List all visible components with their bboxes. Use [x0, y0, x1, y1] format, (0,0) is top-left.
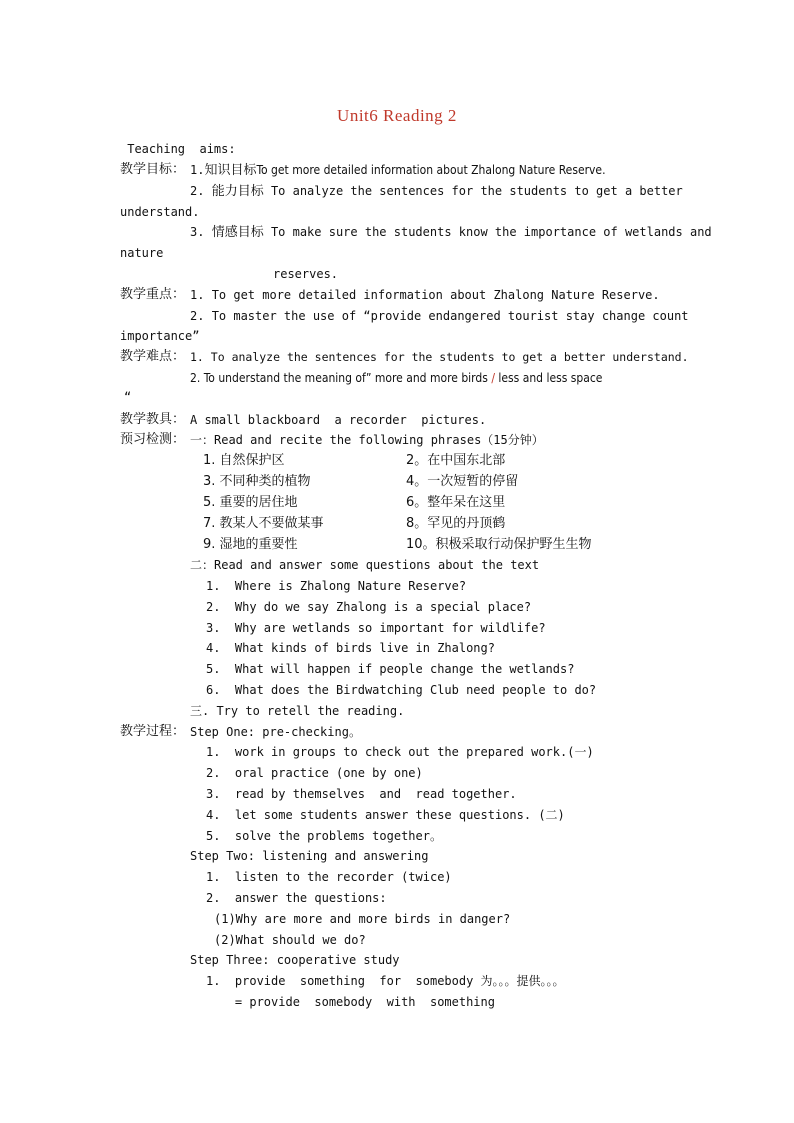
- objective-3: 3. 情感目标 To make sure the students know the importance of wetlands and: [190, 225, 712, 240]
- key-points-label: 教学重点：: [120, 287, 186, 302]
- question-item: 5. What will happen if people change the wetlands?: [206, 662, 575, 676]
- objectives-label: 教学目标：: [120, 162, 186, 177]
- preview-part1-heading: 一：Read and recite the following phrases（15分钟）: [190, 433, 544, 447]
- objective-3-cont: nature: [120, 246, 164, 260]
- question-item: 2. Why do we say Zhalong is a special place?: [206, 600, 532, 614]
- step-two-item: 2. answer the questions:: [206, 891, 387, 905]
- difficulty-2-cont: “: [124, 390, 132, 404]
- question-item: 6. What does the Birdwatching Club need people to do?: [206, 683, 597, 697]
- objective-3-cont2: reserves.: [273, 267, 339, 281]
- phrase-row: 7. 教某人不要做某事 8。罕见的丹顶鹤: [203, 516, 506, 531]
- step-two-subitem: (1)Why are more and more birds in danger?: [214, 912, 511, 926]
- difficulty-2: 2. To understand the meaning of” more and more birds / less and less space: [190, 371, 603, 385]
- phrase-row: 1. 自然保护区 2。在中国东北部: [203, 453, 506, 468]
- preview-label: 预习检测：: [120, 432, 186, 447]
- step-two-subitem: (2)What should we do?: [214, 933, 366, 947]
- step-one-item: 5. solve the problems together。: [206, 829, 442, 843]
- phrase-list: [203, 450, 623, 555]
- tools-label: 教学教具：: [120, 412, 186, 427]
- objective-1: 1.知识目标To get more detailed information about Zhalong Nature Reserve.: [190, 163, 606, 178]
- question-item: 4. What kinds of birds live in Zhalong?: [206, 641, 495, 655]
- phrase-row: 3. 不同种类的植物 4。一次短暂的停留: [203, 474, 519, 489]
- phrase-row: 9. 湿地的重要性 10。积极采取行动保护野生生物: [203, 537, 592, 552]
- question-item: 3. Why are wetlands so important for wildlife?: [206, 621, 546, 635]
- step-two-heading: Step Two: listening and answering: [190, 849, 429, 863]
- difficulty-1: 1. To analyze the sentences for the students to get a better understand.: [190, 350, 689, 364]
- difficulties-label: 教学难点：: [120, 349, 186, 364]
- question-item: 1. Where is Zhalong Nature Reserve?: [206, 579, 467, 593]
- teaching-aims-heading: Teaching aims:: [120, 142, 236, 156]
- objective-2-cont: understand.: [120, 205, 200, 219]
- step-one-item: 1. work in groups to check out the prepared work.(一): [206, 745, 594, 759]
- key-point-2: 2. To master the use of “provide endangered tourist stay change count: [190, 309, 689, 323]
- process-label: 教学过程：: [120, 724, 186, 739]
- step-one-heading: Step One: pre-checking。: [190, 725, 361, 739]
- preview-part3-heading: 三. Try to retell the reading.: [190, 704, 405, 718]
- tools-text: A small blackboard a recorder pictures.: [190, 413, 487, 427]
- step-three-heading: Step Three: cooperative study: [190, 953, 400, 967]
- step-one-item: 3. read by themselves and read together.: [206, 787, 517, 801]
- key-point-1: 1. To get more detailed information about Zhalong Nature Reserve.: [190, 288, 660, 302]
- step-one-item: 4. let some students answer these questions. (二): [206, 808, 565, 822]
- step-two-item: 1. listen to the recorder (twice): [206, 870, 452, 884]
- step-one-item: 2. oral practice (one by one): [206, 766, 423, 780]
- step-three-item: = provide somebody with something: [206, 995, 495, 1009]
- page-title: Unit6 Reading 2: [337, 106, 457, 125]
- preview-part2-heading: 二：Read and answer some questions about the text: [190, 558, 540, 572]
- phrase-row: 5. 重要的居住地 6。整年呆在这里: [203, 495, 506, 510]
- key-point-2-cont: importance”: [120, 329, 200, 343]
- step-three-item: 1. provide something for somebody 为。。。提供。。。: [206, 974, 565, 988]
- objective-2: 2. 能力目标 To analyze the sentences for the students to get a better: [190, 184, 683, 199]
